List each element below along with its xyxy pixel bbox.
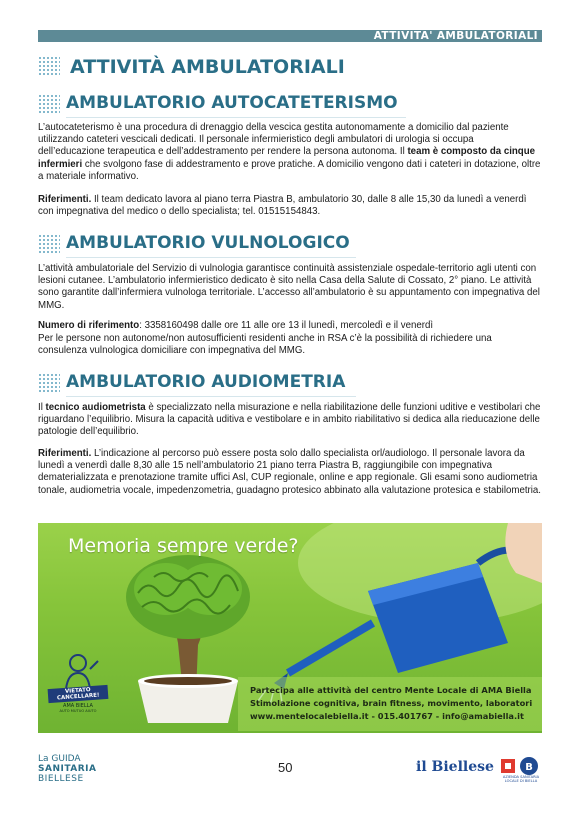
section-ref-audiometria: Riferimenti. L’indicazione al percorso può essere posta solo dallo specialista orl/audiologo. Il personale lavora da lunedì a venerdì dalle 8,30 alle 15 nell’ambulatorio 21 piano terra Piastra B, raggiungibile con impegnativa dematerializzata e prenotazione tramite uffici Asl, CUP regionale, online e app regionale. Gli esami sono audiometria tonale, audiometria vocale, impedenzometria, guadagno protesico abbinato alla valutazione protesica e stabilometria.: [38, 448, 541, 496]
section-underline: [66, 257, 356, 258]
page-number: 50: [278, 760, 293, 775]
asl-biella-logo: [499, 755, 543, 785]
ad-headline: Memoria sempre verde?: [68, 535, 299, 557]
section-underline: [66, 396, 356, 397]
section-title-autocateterismo: AMBULATORIO AUTOCATETERISMO: [66, 93, 398, 113]
logo-sub: AUTO MUTUO AIUTO: [59, 709, 97, 713]
ad-line-3[interactable]: www.mentelocalebiella.it - 015.401767 - info@amabiella.it: [250, 711, 524, 721]
guide-logo: [38, 754, 128, 784]
header-band-label: ATTIVITA' AMBULATORIALI: [373, 30, 538, 42]
dots-decoration: [38, 56, 60, 76]
ad-line-2: Stimolazione cognitiva, brain fitness, movimento, laboratori: [250, 698, 533, 708]
section-body-audiometria: Il tecnico audiometrista è specializzato nella misurazione e nella riabilitazione delle funzioni uditive e vestibolari che riguardano l’equilibrio. Misura la capacità uditiva e vestibolare e in ambito riabilitativo si dedica alla rieducazione delle patologie dell’equilibrio.: [38, 402, 541, 438]
section-body-autocateterismo: L’autocateterismo è una procedura di drenaggio della vescica gestita autonomamente a domicilio dal paziente utilizzando cateteri vescicali dedicati. Il personale infermieristico degli ambulatori di urologia si occupa dell’educazione terapeutica e dell’addestramento per rendere la persona autonoma. Il team è composto da cinque infermieri che svolgono fase di addestramento e prove pratiche. A domicilio vengono dati i cateteri in dotazione, oltre a materiale informativo.: [38, 122, 541, 182]
svg-text:B: B: [525, 762, 533, 773]
guide-logo-line-1: La GUIDA: [38, 754, 81, 764]
section-ref-vulnologico: Numero di riferimento: 3358160498 dalle ore 11 alle ore 13 il lunedì, mercoledì e il venerdì: [38, 320, 434, 331]
ad-banner: [38, 523, 542, 733]
section-ref-autocateterismo: Riferimenti. Il team dedicato lavora al piano terra Piastra B, ambulatorio 30, dalle 8 alle 15,30 da lunedì a venerdì con impegnativa del medico o dello specialista; tel. 01515154843.: [38, 194, 527, 218]
ad-text: [250, 684, 532, 723]
logo-org: AMA BIELLA: [63, 703, 93, 709]
dots-decoration: [38, 373, 60, 393]
section-underline: [66, 117, 406, 118]
header-band: [38, 30, 542, 42]
asl-text: AZIENDA SANITARIA LOCALE DI BIELLA: [502, 775, 540, 784]
ad-line-1: Partecipa alle attività del centro Mente Locale di AMA Biella: [250, 685, 532, 695]
asl-emblem-icon: [499, 755, 543, 775]
section-body-vulnologico: L’attività ambulatoriale del Servizio di vulnologia garantisce continuità assistenziale ospedale-territorio agli utenti con lesioni cutanee. L’ambulatorio infermieristico dedicato è sito nella Casa della Salute di Cossato, 2° piano. Le attività sono garantite dall’infermiera vulnologa territoriale. L’accesso all’ambulatorio è su appuntamento con impegnativa del MMG.: [38, 263, 540, 311]
dots-decoration: [38, 94, 60, 114]
section-title-vulnologico: AMBULATORIO VULNOLOGICO: [66, 233, 350, 253]
guide-logo-line-3: BIELLESE: [38, 774, 84, 784]
section-note-vulnologico: Per le persone non autonome/non autosufficienti residenti anche in RSA c’è la possibilità di richiedere una consulenza vulnologica domiciliare con impegnativa del MMG.: [38, 333, 492, 357]
il-biellese-logo: il Biellese: [416, 759, 494, 775]
page-title: ATTIVITÀ AMBULATORIALI: [70, 56, 345, 78]
logo-stamp: VIETATO CANCELLARE!: [48, 685, 109, 703]
ama-biella-logo: [46, 651, 110, 723]
section-title-audiometria: AMBULATORIO AUDIOMETRIA: [66, 372, 346, 392]
guide-logo-line-2: SANITARIA: [38, 764, 97, 774]
dots-decoration: [38, 234, 60, 254]
